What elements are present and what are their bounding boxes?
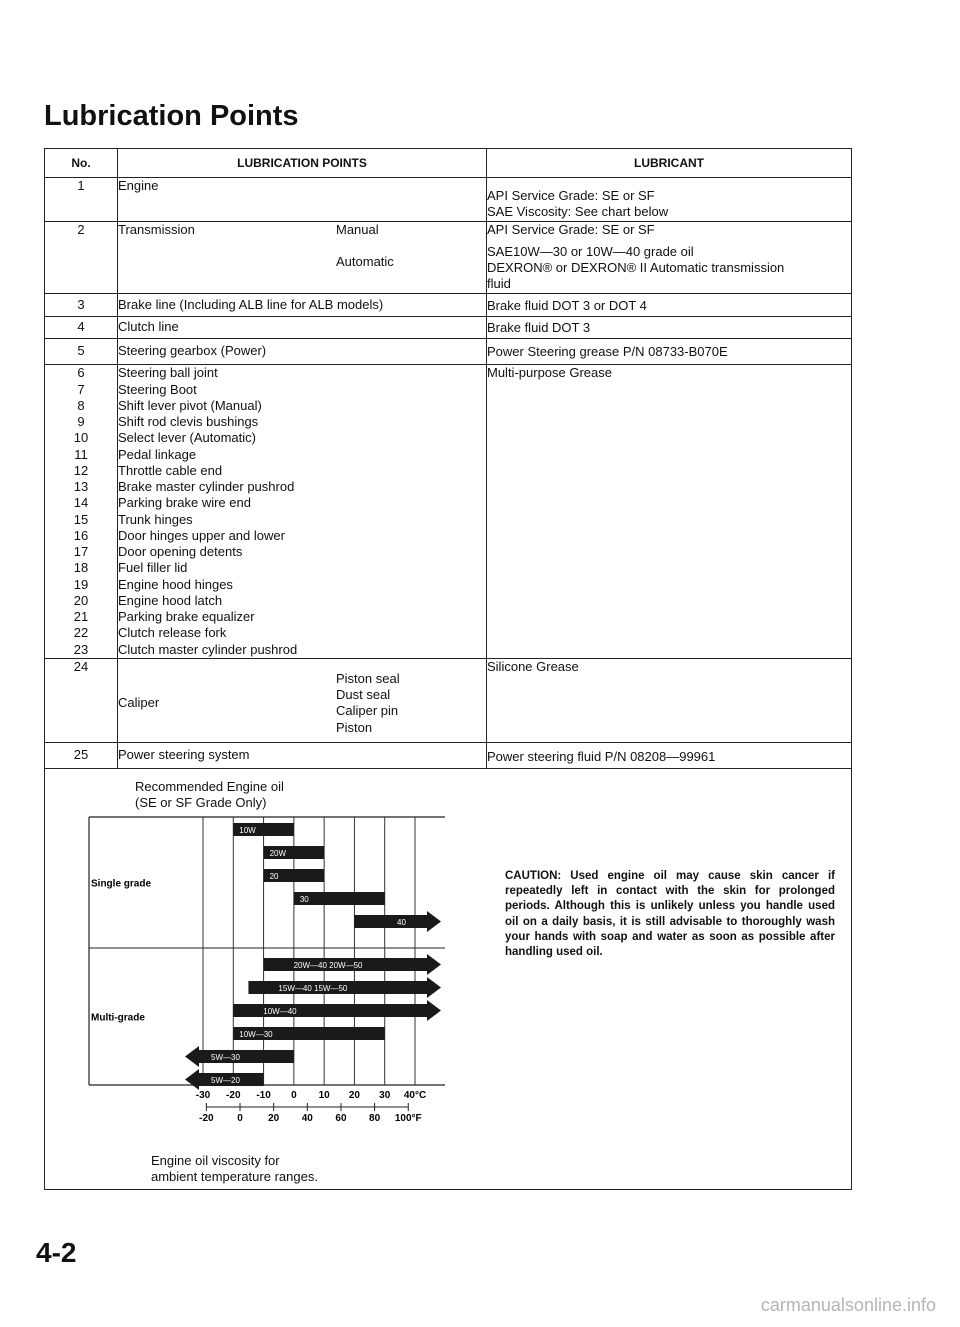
lubricant: Brake fluid DOT 3	[487, 316, 852, 338]
row-number: 10	[73, 430, 89, 446]
lubricant: Power Steering grease P/N 08733-B070E	[487, 339, 852, 365]
table-row	[45, 221, 852, 293]
row-number: 22	[73, 625, 89, 641]
point-label: Caliper	[118, 695, 160, 711]
bar-label: 15W—40 15W—50	[278, 984, 348, 993]
sub-point: Manual	[336, 221, 379, 237]
row-number: 19	[73, 576, 89, 592]
multi-grade-bar-arrow	[427, 977, 441, 998]
bar-label: 5W—30	[211, 1053, 240, 1062]
fahrenheit-tick-label: 80	[369, 1113, 381, 1124]
header-lubricant: LUBRICANT	[487, 149, 852, 178]
celsius-tick-label: -20	[226, 1090, 241, 1101]
sub-point: Caliper pin	[336, 703, 399, 719]
celsius-tick-label: -10	[256, 1090, 271, 1101]
row-number: 23	[73, 641, 89, 657]
point-label: Transmission	[118, 221, 195, 237]
celsius-tick-label: 0	[291, 1090, 297, 1101]
lubrication-points-list	[118, 365, 487, 659]
row-number: 24	[45, 658, 118, 742]
row-number: 2	[45, 221, 118, 293]
row-numbers	[45, 365, 118, 659]
lubrication-point: Door opening detents	[118, 544, 243, 559]
page-title: Lubrication Points	[44, 100, 299, 132]
row-number: 8	[77, 397, 85, 413]
table-row	[45, 658, 852, 742]
lubricant	[487, 178, 852, 222]
row-number: 20	[73, 592, 89, 608]
lubrication-point: Brake line (Including ALB line for ALB models)	[118, 293, 487, 316]
sub-point: Automatic	[336, 253, 394, 269]
bar-label: 10W—40	[263, 1007, 297, 1016]
lubrication-point: Fuel filler lid	[118, 560, 188, 576]
chart-caption-line: ambient temperature ranges.	[151, 1169, 318, 1185]
lubrication-point: Parking brake wire end	[118, 495, 251, 511]
chart-title-line: (SE or SF Grade Only)	[135, 795, 267, 811]
bar-label: 10W—30	[239, 1030, 273, 1039]
bar-label: 20W—40 20W—50	[293, 961, 363, 970]
lubrication-table	[44, 148, 852, 1190]
lubricant-line: fluid	[487, 276, 511, 292]
lubricant: Brake fluid DOT 3 or DOT 4	[487, 293, 852, 316]
chart-title-line: Recommended Engine oil	[135, 779, 284, 794]
lubricant: Power steering fluid P/N 08208—99961	[487, 742, 852, 768]
row-number: 12	[73, 462, 89, 478]
lubrication-point: Steering ball joint	[118, 365, 218, 381]
lubrication-point: Steering gearbox (Power)	[118, 339, 487, 365]
row-number: 9	[77, 414, 85, 429]
row-number: 7	[77, 381, 85, 397]
fahrenheit-tick-label: 40	[301, 1113, 313, 1124]
row-number: 13	[73, 479, 89, 494]
lubrication-point: Clutch master cylinder pushrod	[118, 641, 298, 657]
chart-caption	[151, 1153, 318, 1186]
chart-title	[135, 779, 284, 812]
lubrication-point: Shift rod clevis bushings	[118, 414, 259, 429]
lubrication-point: Brake master cylinder pushrod	[118, 479, 295, 494]
lubrication-point: Parking brake equalizer	[118, 609, 255, 624]
chart-caption-line: Engine oil viscosity for	[151, 1153, 280, 1168]
viscosity-chart	[45, 809, 485, 1149]
fahrenheit-tick-label: 100°F	[394, 1113, 422, 1124]
table-header-row	[45, 149, 852, 178]
lubricant-line: API Service Grade: SE or SF	[487, 221, 655, 237]
multi-grade-bar-arrow	[185, 1069, 199, 1090]
bar-label: 40	[397, 918, 406, 927]
table-row	[45, 293, 852, 316]
table-row	[45, 365, 852, 659]
lubricant-line: SAE Viscosity: See chart below	[487, 204, 669, 220]
row-number: 6	[77, 365, 85, 381]
row-number: 14	[73, 495, 89, 511]
row-number: 1	[45, 178, 118, 222]
fahrenheit-tick-label: 60	[335, 1113, 347, 1124]
multi-grade-bar-arrow	[185, 1046, 199, 1067]
celsius-tick-label: 10	[318, 1090, 330, 1101]
row-number: 11	[74, 446, 88, 462]
row-number: 17	[73, 544, 89, 559]
row-number: 5	[45, 339, 118, 365]
row-number: 15	[73, 511, 89, 527]
lubrication-point: Engine	[118, 178, 487, 222]
caution-text: CAUTION: Used engine oil may cause skin cancer if repeatedly left in contact with the skin for prolonged periods. Although this is unlikely unless you handle used oil on a daily basis, it is still advisable to thoroughly wash your hands with soap and water as soon as possible after handling used oil.	[505, 870, 835, 958]
lubrication-point: Steering Boot	[118, 381, 197, 397]
single-grade-bar	[354, 915, 427, 928]
multi-grade-bar-arrow	[427, 954, 441, 975]
table-row	[45, 316, 852, 338]
lubricant	[487, 221, 852, 293]
header-no: No.	[45, 149, 118, 178]
row-number: 16	[73, 527, 89, 543]
bar-label: 10W	[239, 826, 256, 835]
header-points: LUBRICATION POINTS	[118, 149, 487, 178]
fahrenheit-tick-label: 20	[268, 1113, 280, 1124]
celsius-tick-label: 30	[379, 1090, 391, 1101]
viscosity-chart-cell	[45, 769, 852, 1190]
table-row	[45, 178, 852, 222]
lubrication-point: Engine hood hinges	[118, 576, 233, 592]
celsius-tick-label: 20	[348, 1090, 360, 1101]
bar-label: 20W	[269, 849, 287, 858]
lubricant: Silicone Grease	[487, 658, 852, 742]
fahrenheit-tick-label: 0	[237, 1113, 243, 1124]
row-number: 18	[73, 560, 89, 576]
chart-row	[45, 769, 852, 1190]
row-number: 3	[45, 293, 118, 316]
lubrication-point: Engine hood latch	[118, 592, 223, 608]
single-grade-bar-arrow	[427, 911, 441, 932]
bar-label: 20	[269, 872, 279, 881]
group-label-multi-grade: Multi-grade	[91, 1012, 145, 1024]
fahrenheit-tick-label: -20	[199, 1113, 214, 1124]
group-label-single-grade: Single grade	[91, 878, 152, 890]
watermark: carmanualsonline.info	[760, 1295, 936, 1315]
lubricant-line: API Service Grade: SE or SF	[487, 188, 655, 203]
page-number: 4-2	[36, 1237, 77, 1268]
celsius-tick-label: 40°C	[403, 1090, 427, 1101]
lubricant-line: SAE10W—30 or 10W—40 grade oil	[487, 243, 694, 259]
lubrication-point: Clutch release fork	[118, 625, 227, 641]
table-row	[45, 742, 852, 768]
lubrication-point: Select lever (Automatic)	[118, 430, 256, 446]
row-number: 21	[73, 609, 89, 624]
lubrication-point: Door hinges upper and lower	[118, 527, 285, 543]
lubrication-point	[118, 221, 487, 293]
table-row	[45, 339, 852, 365]
row-number: 4	[45, 316, 118, 338]
sub-point: Piston seal	[336, 670, 400, 686]
sub-point: Piston	[336, 719, 373, 735]
sub-point: Dust seal	[336, 687, 391, 702]
lubrication-point: Pedal linkage	[118, 446, 197, 462]
bar-label: 30	[299, 895, 309, 904]
lubrication-point: Shift lever pivot (Manual)	[118, 397, 262, 413]
row-number: 25	[45, 742, 118, 768]
lubrication-point: Trunk hinges	[118, 511, 193, 527]
multi-grade-bar-arrow	[427, 1000, 441, 1021]
celsius-tick-label: -30	[195, 1090, 211, 1101]
lubrication-point: Clutch line	[118, 316, 487, 338]
bar-label: 5W—20	[211, 1076, 240, 1085]
lubricant: Multi-purpose Grease	[487, 365, 852, 659]
lubrication-point	[118, 658, 487, 742]
lubricant-line: DEXRON® or DEXRON® II Automatic transmission	[487, 260, 785, 275]
lubrication-point: Throttle cable end	[118, 462, 223, 478]
lubrication-point: Power steering system	[118, 742, 487, 768]
